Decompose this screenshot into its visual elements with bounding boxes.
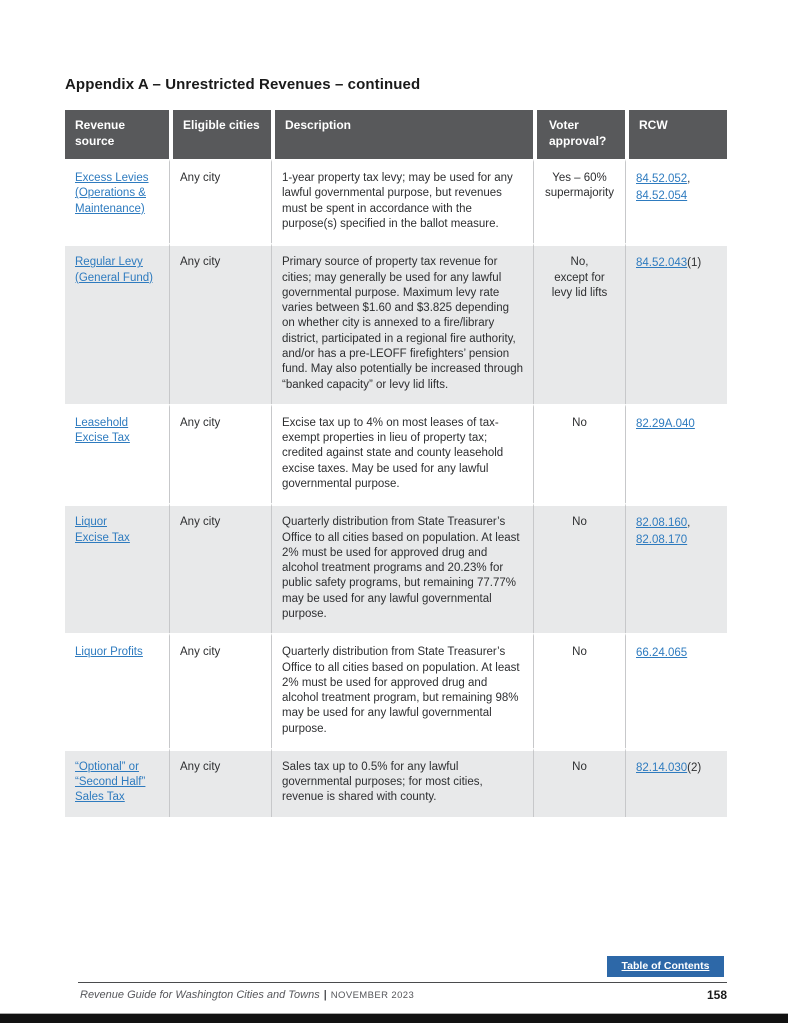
revenue-source-line: Leasehold	[75, 416, 129, 429]
revenue-source-cell	[65, 243, 169, 404]
rcw-entry	[636, 188, 717, 205]
footer-doc-title: Revenue Guide for Washington Cities and Towns	[80, 989, 320, 1001]
footer-rule	[78, 982, 727, 983]
description-cell: Quarterly distribution from State Treasurer’s Office to all cities based on population. At least 2% must be used for approved drug and alcohol treatment programs and 20.23% for public safety programs, but remaining 77.77% may be used for any lawful governmental purpose.	[271, 503, 533, 633]
table-body	[65, 159, 727, 817]
eligible-cities-cell: Any city	[169, 633, 271, 748]
revenue-source-link[interactable]	[75, 255, 159, 286]
column-header-revenue-source: Revenue source	[65, 110, 169, 159]
rcw-entry	[636, 760, 717, 777]
page-number: 158	[706, 988, 727, 1002]
description-cell: Primary source of property tax revenue for cities; may generally be used for any lawful governmental purpose. Maximum levy rate varies between $1.60 and $3.825 depending on whether city is annexed to a fire/library district, participated in a regional fire authority, and/or has a pre-LEOFF firefighters’ pension fund. May also potentially be increased through “banked capacity” or levy lid lifts.	[271, 243, 533, 404]
revenue-source-link[interactable]	[75, 515, 159, 546]
rcw-link[interactable]: 84.52.052	[636, 173, 688, 186]
revenue-source-line: Sales Tax	[75, 791, 125, 804]
eligible-cities-cell: Any city	[169, 404, 271, 503]
table-of-contents-button[interactable]: Table of Contents	[607, 956, 724, 977]
revenue-source-line: Liquor	[75, 516, 107, 529]
revenue-source-line: Regular Levy	[75, 256, 143, 269]
revenues-table	[65, 110, 727, 817]
description-cell: 1-year property tax levy; may be used for any lawful governmental purpose, but revenues must be spent in accordance with the purpose(s) specified in the ballot measure.	[271, 159, 533, 243]
revenue-source-line: Excise Tax	[75, 531, 130, 544]
page-title: Appendix A – Unrestricted Revenues – continued	[65, 76, 421, 93]
voter-approval-line: Yes – 60%	[552, 172, 607, 185]
column-header-voter-approval: Voter approval?	[533, 110, 625, 159]
revenue-source-link[interactable]	[75, 171, 159, 217]
table-header	[65, 110, 727, 159]
voter-approval-cell	[533, 404, 625, 503]
voter-approval-line: levy lid lifts	[551, 286, 608, 299]
description-cell: Quarterly distribution from State Treasurer’s Office to all cities based on population. At least 2% must be used for approved drug and alcohol treatment program, but remaining 98% may be used for any lawful governmental purpose.	[271, 633, 533, 748]
voter-approval-cell	[533, 243, 625, 404]
eligible-cities-cell: Any city	[169, 159, 271, 243]
revenue-source-cell	[65, 404, 169, 503]
table-row	[65, 633, 727, 748]
voter-approval-line: No	[572, 646, 587, 659]
footer-text	[80, 989, 414, 1001]
description-cell: Sales tax up to 0.5% for any lawful governmental purposes; for most cities, revenue is shared with county.	[271, 748, 533, 817]
rcw-suffix: ,	[687, 517, 691, 530]
rcw-suffix: (2)	[687, 761, 702, 774]
eligible-cities-cell: Any city	[169, 243, 271, 404]
rcw-cell	[625, 159, 727, 243]
voter-approval-cell	[533, 748, 625, 817]
table-row	[65, 404, 727, 503]
rcw-suffix: (1)	[687, 257, 702, 270]
revenue-source-link[interactable]	[75, 416, 159, 447]
column-header-rcw: RCW	[625, 110, 727, 159]
eligible-cities-cell: Any city	[169, 503, 271, 633]
revenue-source-line: (Operations &	[75, 187, 146, 200]
revenue-source-line: Liquor Profits	[75, 646, 143, 659]
rcw-entry	[636, 255, 717, 272]
voter-approval-line: No	[572, 760, 587, 773]
table-row	[65, 503, 727, 633]
rcw-cell	[625, 633, 727, 748]
voter-approval-line: No	[572, 416, 587, 429]
voter-approval-line: except for	[554, 271, 605, 284]
table-row	[65, 243, 727, 404]
rcw-link[interactable]: 82.29A.040	[636, 417, 695, 430]
rcw-cell	[625, 404, 727, 503]
column-header-eligible-cities: Eligible cities	[169, 110, 271, 159]
revenue-source-line: Maintenance)	[75, 202, 145, 215]
rcw-entry	[636, 171, 717, 188]
rcw-entry	[636, 515, 717, 532]
rcw-link[interactable]: 82.08.170	[636, 533, 688, 546]
revenue-source-cell	[65, 633, 169, 748]
rcw-link[interactable]: 84.52.054	[636, 189, 688, 202]
rcw-entry	[636, 645, 717, 662]
voter-approval-line: No	[572, 516, 587, 529]
description-cell: Excise tax up to 4% on most leases of tax-exempt properties in lieu of property tax; credited against state and county leasehold excise taxes. May be used for any lawful governmental purpose.	[271, 404, 533, 503]
voter-approval-line: supermajority	[544, 187, 615, 200]
revenue-source-line: Excess Levies	[75, 172, 149, 185]
voter-approval-cell	[533, 633, 625, 748]
rcw-suffix: ,	[687, 173, 691, 186]
rcw-entry	[636, 416, 717, 433]
revenue-source-line: Excise Tax	[75, 432, 130, 445]
table-header-row	[65, 110, 727, 159]
voter-approval-cell	[533, 503, 625, 633]
rcw-link[interactable]: 82.08.160	[636, 517, 688, 530]
revenue-source-line: “Optional” or	[75, 760, 139, 773]
rcw-cell	[625, 503, 727, 633]
revenue-source-cell	[65, 748, 169, 817]
table-row	[65, 159, 727, 243]
voter-approval-line: No,	[570, 256, 589, 269]
rcw-cell	[625, 748, 727, 817]
revenue-source-cell	[65, 503, 169, 633]
voter-approval-cell	[533, 159, 625, 243]
screen-bottom-bar	[0, 1013, 788, 1023]
footer-edition: NOVEMBER 2023	[330, 990, 415, 1001]
revenue-source-line: “Second Half”	[75, 776, 146, 789]
rcw-link[interactable]: 66.24.065	[636, 647, 688, 660]
eligible-cities-cell: Any city	[169, 748, 271, 817]
rcw-link[interactable]: 84.52.043	[636, 257, 688, 270]
column-header-description: Description	[271, 110, 533, 159]
rcw-entry	[636, 532, 717, 549]
revenue-source-cell	[65, 159, 169, 243]
rcw-link[interactable]: 82.14.030	[636, 761, 688, 774]
revenue-source-link[interactable]	[75, 645, 159, 660]
revenue-source-line: (General Fund)	[75, 271, 153, 284]
revenue-source-link[interactable]	[75, 760, 159, 806]
rcw-cell	[625, 243, 727, 404]
footer-divider: |	[323, 989, 327, 1001]
table-row	[65, 748, 727, 817]
